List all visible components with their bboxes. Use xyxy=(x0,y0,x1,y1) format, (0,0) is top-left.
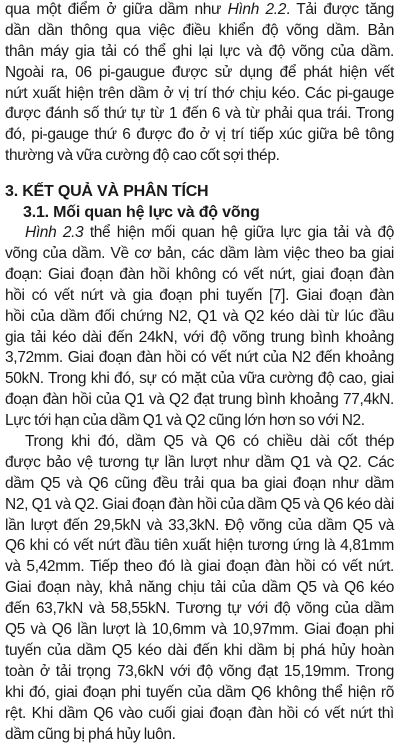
text-line xyxy=(5,104,394,125)
text-fragment: gia tải kéo dài đến 24kN, với độ võng trung bình khoảng xyxy=(5,329,394,346)
text-fragment: hồi có vết nứt và gia đoạn phi tuyến [7]. Giai đoạn đàn xyxy=(5,287,394,304)
text-line xyxy=(5,223,394,244)
text-fragment: nứt xuất hiện trên dầm ở vị trí thớ chịu kéo. Các pi-gauge xyxy=(5,85,394,102)
text-fragment: lần lượt đến 29,5kN và 33,3kN. Độ võng của dầm Q5 và xyxy=(5,517,394,534)
text-fragment: võng của dầm. Về cơ bản, các dầm làm việc theo ba giai xyxy=(5,245,394,262)
text-line xyxy=(5,599,394,620)
text-fragment: Q6 khi có vết nứt đầu tiên xuất hiện tương ứng là 4,81mm xyxy=(5,537,394,554)
text-line xyxy=(5,536,394,557)
text-line xyxy=(5,328,394,349)
text-line xyxy=(5,516,394,537)
text-line xyxy=(5,21,394,42)
text-line xyxy=(5,63,394,84)
text-line xyxy=(5,348,394,369)
text-fragment: N2, Q1 và Q2. Giai đoạn đàn hồi của dầm Q5 và Q6 kéo dài xyxy=(5,496,394,513)
text-fragment: Giai đoạn này, khả năng chịu tải của dầm Q5 và Q6 kéo xyxy=(5,579,394,596)
text-line xyxy=(5,244,394,265)
text-fragment: hồi của dầm đối chứng N2, Q1 và Q2 kéo dài từ lúc đầu xyxy=(5,308,394,325)
text-fragment: Ngoài ra, 06 pi-gaugue được sử dụng để phát hiện vết xyxy=(5,64,394,81)
text-line xyxy=(5,662,394,683)
text-line xyxy=(5,265,394,286)
intro-paragraph xyxy=(5,0,394,167)
text-line xyxy=(5,641,394,662)
text-fragment: dầm cũng bị phá hủy luôn. xyxy=(5,726,176,743)
text-line xyxy=(5,369,394,390)
text-line xyxy=(5,474,394,495)
text-fragment: đến 63,7kN và 58,55kN. Tương tự với độ võng của dầm xyxy=(5,600,394,617)
results-paragraph-1 xyxy=(5,223,394,432)
spacer xyxy=(5,167,394,181)
text-fragment: dầm Q5 và Q6 cũng đều trải qua ba giai đoạn như dầm xyxy=(5,475,394,492)
results-paragraph-2 xyxy=(5,432,394,745)
text-fragment: tuyến của dầm Q5 kéo dài đến khi dầm bị phá hủy hoàn xyxy=(5,642,394,659)
text-line xyxy=(5,42,394,63)
text-line xyxy=(5,453,394,474)
text-fragment: Lực tới hạn của dầm Q1 và Q2 cũng lớn hơn so với N2. xyxy=(5,412,365,429)
subsection-heading: 3.1. Mối quan hệ lực và độ võng xyxy=(5,202,394,223)
text-fragment: toàn ở tải trọng 73,6kN với độ võng đạt 15,19mm. Trong xyxy=(5,663,394,680)
text-line xyxy=(5,432,394,453)
figure-reference: Hình 2.3 xyxy=(25,224,83,241)
figure-reference: Hình 2.2 xyxy=(228,1,286,18)
text-fragment: dần dần thông qua việc điều khiển độ võng dầm. Bản xyxy=(5,22,394,39)
text-line xyxy=(5,704,394,725)
text-fragment: qua một điểm ở giữa dầm như Hình 2.2. Tải được tăng xyxy=(5,1,394,18)
text-fragment: Trong khi đó, dầm Q5 và Q6 có chiều dài cốt thép xyxy=(25,433,394,450)
text-fragment: thân máy gia tải có thể ghi lại lực và độ võng của dầm. xyxy=(5,43,394,60)
text-line xyxy=(5,84,394,105)
text-line xyxy=(5,0,394,21)
text-fragment: khi đó, giai đoạn phi tuyến của dầm Q6 không thể hiện rõ xyxy=(5,684,394,701)
text-fragment: đoạn đàn hồi của Q1 và Q2 đạt trung bình khoảng 77,4kN. xyxy=(5,391,394,408)
text-fragment: thường và vữa cường độ cao cốt sợi thép. xyxy=(5,147,280,164)
text-line xyxy=(5,390,394,411)
text-line xyxy=(5,146,394,167)
text-line xyxy=(5,411,394,432)
text-line xyxy=(5,620,394,641)
text-fragment: 3,72mm. Giai đoạn đàn hồi có vết nứt của N2 đến khoảng xyxy=(5,349,394,366)
text-line xyxy=(5,683,394,704)
text-line xyxy=(5,725,394,745)
text-fragment: và 5,42mm. Tiếp theo đó là giai đoạn đàn hồi có vết nứt. xyxy=(5,558,394,575)
text-line xyxy=(5,307,394,328)
text-fragment: đoạn: Giai đoạn đàn hồi không có vết nứt, giai đoạn đàn xyxy=(5,266,394,283)
text-fragment: Hình 2.3 thể hiện mối quan hệ giữa lực gia tải và độ xyxy=(25,224,394,241)
text-fragment: đó, pi-gauge thứ 6 được đo ở vị trí tiếp xúc giữa bê tông xyxy=(5,126,394,143)
text-line xyxy=(5,557,394,578)
section-heading: 3. KẾT QUẢ VÀ PHÂN TÍCH xyxy=(5,181,394,202)
text-fragment: được bảo vệ tương tự lần lượt như dầm Q1 và Q2. Các xyxy=(5,454,394,471)
text-line xyxy=(5,286,394,307)
text-fragment: rệt. Khi dầm Q6 vào cuối giai đoạn đàn hồi có vết nứt thì xyxy=(5,705,394,722)
text-fragment: Q5 và Q6 lần lượt là 10,6mm và 10,97mm. Giai đoạn phi xyxy=(5,621,394,638)
text-line xyxy=(5,578,394,599)
text-line xyxy=(5,495,394,516)
text-line xyxy=(5,125,394,146)
text-fragment: 50kN. Trong khi đó, sự có mặt của vữa cường độ cao, giai xyxy=(5,370,394,387)
text-fragment: được đánh số thứ tự từ 1 đến 6 và từ phải qua trái. Trong xyxy=(5,105,394,122)
